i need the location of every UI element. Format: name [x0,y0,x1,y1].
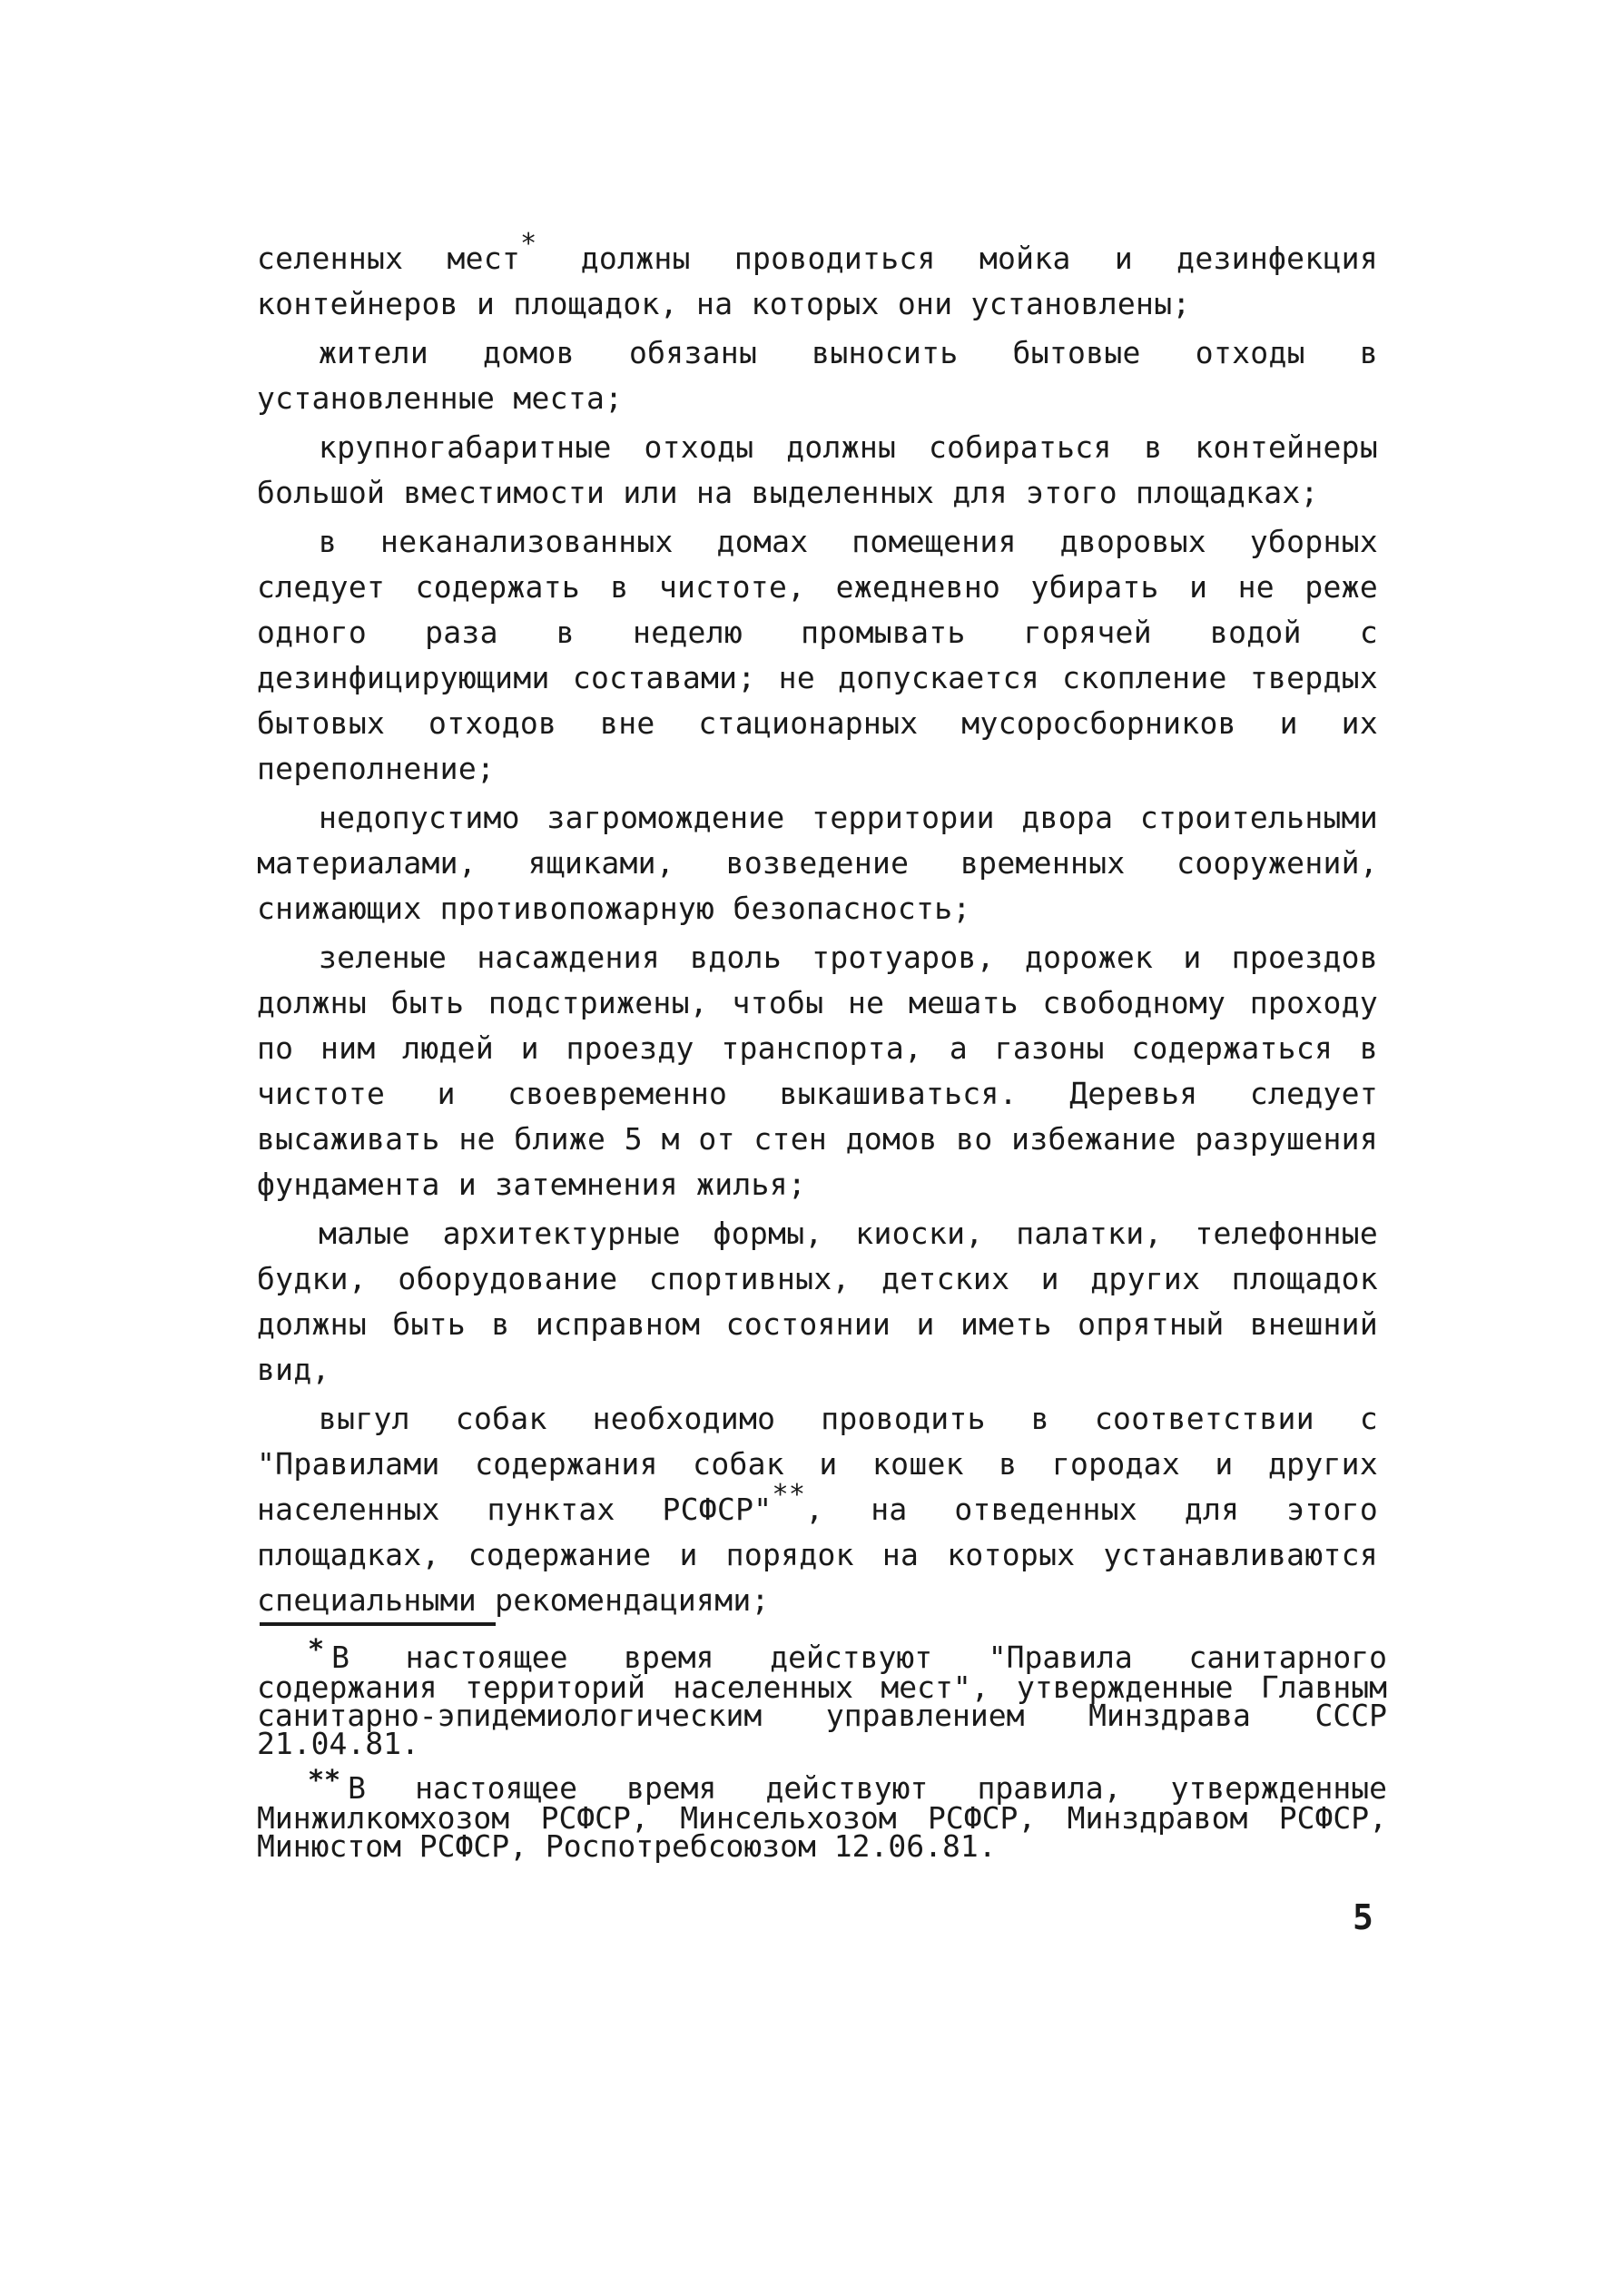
footnote-1-text: В настоящее время действуют "Правила санитарного содержания территорий населенных мест", утвержденные Главным санитарно-эпидемиологическим управлением Минздрава СССР 21.04.81. [257,1640,1387,1761]
footnote-2-mark: ** [308,1765,341,1797]
footnote-reference-1: * [520,228,537,260]
footnote-reference-2: ** [772,1479,806,1511]
footnote-separator [260,1622,496,1626]
paragraph-7: малые архитектурные формы, киоски, палатки, телефонные будки, оборудование спортивных, детских и других площадок должны быть в исправном состоянии и иметь опрятный внешний вид, [257,1216,1378,1387]
paragraph-4: в неканализованных домах помещения дворовых уборных следует содержать в чистоте, ежедневно убирать и не реже одного раза в неделю промывать горячей водой с дезинфицирующими составами; не допускается скопление твердых бытовых отходов вне стационарных мусоросборников и их переполнение; [257,524,1378,786]
footnote-2-text: В настоящее время действуют правила, утвержденные Минжилкомхозом РСФСР, Минсельхозом РСФСР, Минздравом РСФСР, Минюстом РСФСР, Роспотребсоюзом 12.06.81. [257,1770,1387,1864]
paragraph-5: недопустимо загромождение территории двора строительными материалами, ящиками, возведение временных сооружений, снижающих противопожарную безопасность; [257,800,1378,926]
paragraph-6: зеленые насаждения вдоль тротуаров, дорожек и проездов должны быть подстрижены, чтобы не мешать свободному проходу по ним людей и проезду транспорта, а газоны содержаться в чистоте и своевременно выкашиваться. Деревья следует высаживать не ближе 5 м от стен домов во избежание разрушения фундамента и затемнения жилья; [257,940,1378,1202]
page-number: 5 [1353,1897,1373,1937]
footnotes [257,1634,1387,1876]
footnote-2 [257,1765,1387,1864]
paragraph-1-start: селенных мест [257,241,521,276]
footnote-1 [257,1634,1387,1761]
paragraph-8-start: выгул собак необходимо проводить в соответствии с "Правилами содержания собак и кошек в городах и других населенных пунктах РСФСР" [257,1401,1378,1527]
main-text [257,228,1378,1627]
paragraph-8 [257,1396,1378,1623]
paragraph-1-end: должны проводиться мойка и дезинфекция контейнеров и площадок, на которых они установлены; [257,241,1378,321]
paragraph-8-end: , на отведенных для этого площадках, содержание и порядок на которых устанавливаются специальными рекомендациями; [257,1492,1378,1618]
paragraph-1 [257,228,1378,327]
paragraph-3: крупногабаритные отходы должны собираться в контейнеры большой вместимости или на выделенных для этого площадках; [257,429,1378,510]
footnote-1-mark: * [308,1634,325,1666]
paragraph-2: жители домов обязаны выносить бытовые отходы в установленные места; [257,335,1378,416]
